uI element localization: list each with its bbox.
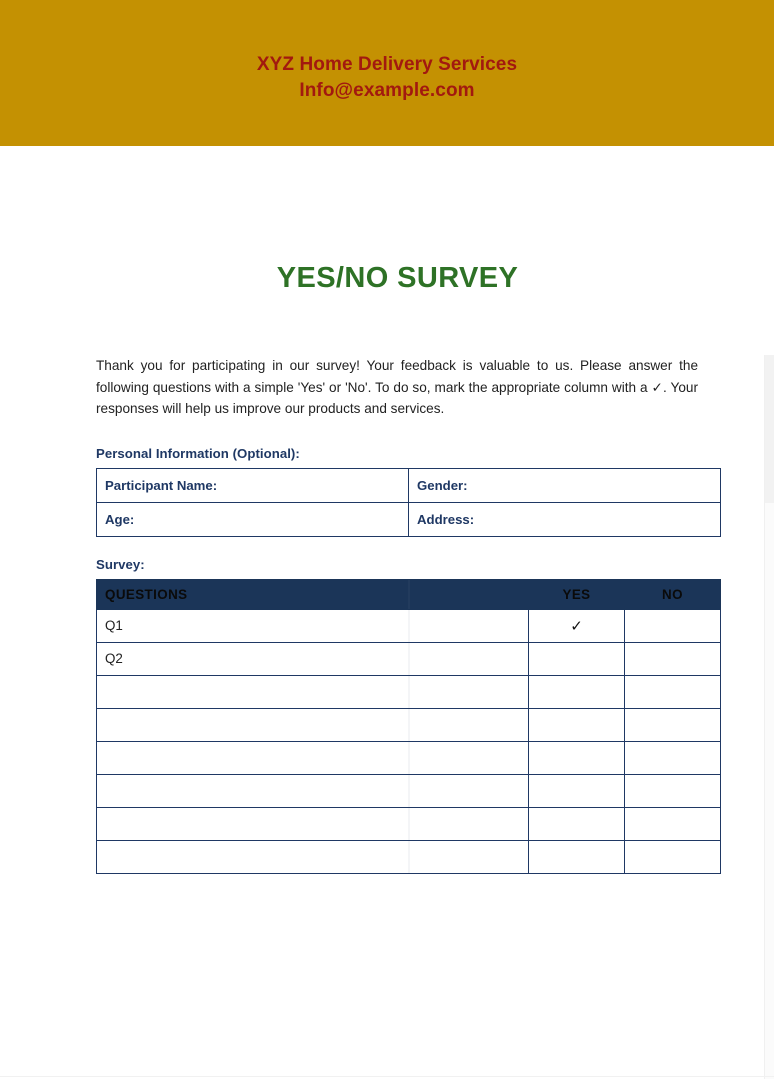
- table-row: [97, 807, 721, 840]
- question-cell[interactable]: [97, 774, 529, 807]
- column-header-yes: YES: [529, 579, 625, 609]
- question-cell[interactable]: [97, 840, 529, 873]
- survey-table: [96, 579, 721, 874]
- table-row: [97, 708, 721, 741]
- table-row: [97, 609, 721, 642]
- yes-checkbox-cell[interactable]: [529, 807, 625, 840]
- column-header-questions: QUESTIONS: [97, 579, 529, 609]
- page-title: YES/NO SURVEY: [276, 262, 519, 294]
- company-email: Info@example.com: [299, 80, 475, 101]
- table-row: [97, 675, 721, 708]
- question-cell[interactable]: [97, 675, 529, 708]
- yes-checkbox-cell[interactable]: [529, 708, 625, 741]
- table-row: [97, 502, 721, 536]
- question-cell[interactable]: [97, 741, 529, 774]
- yes-checkbox-cell[interactable]: [529, 675, 625, 708]
- table-row: [97, 840, 721, 873]
- age-cell[interactable]: Age:: [97, 502, 409, 536]
- no-checkbox-cell[interactable]: [625, 774, 721, 807]
- question-cell[interactable]: [97, 708, 529, 741]
- no-checkbox-cell[interactable]: [625, 642, 721, 675]
- table-row: [97, 642, 721, 675]
- table-row: [97, 741, 721, 774]
- no-checkbox-cell[interactable]: [625, 840, 721, 873]
- question-cell[interactable]: [97, 807, 529, 840]
- yes-checkbox-cell[interactable]: [529, 774, 625, 807]
- personal-information-table: [96, 468, 721, 537]
- address-cell[interactable]: Address:: [409, 502, 721, 536]
- personal-information-label: Personal Information (Optional):: [96, 445, 300, 461]
- page-bottom-divider: [0, 1076, 774, 1077]
- yes-checkbox-cell[interactable]: [529, 642, 625, 675]
- vertical-scrollbar[interactable]: [764, 355, 774, 1079]
- letterhead-banner: [0, 0, 774, 146]
- participant-name-cell[interactable]: Participant Name:: [97, 468, 409, 502]
- column-header-no: NO: [625, 579, 721, 609]
- document-body: [0, 146, 774, 874]
- survey-label: Survey:: [96, 556, 145, 572]
- no-checkbox-cell[interactable]: [625, 741, 721, 774]
- yes-checkbox-cell[interactable]: [529, 840, 625, 873]
- company-name: XYZ Home Delivery Services: [256, 54, 518, 75]
- table-row: [97, 468, 721, 502]
- intro-paragraph: Thank you for participating in our survey! Your feedback is valuable to us. Please answer the following questions with a simple 'Yes' or 'No'. To do so, mark the appropriate column with a ✓. Your responses will help us improve our products and services.: [96, 358, 698, 416]
- yes-checkbox-cell[interactable]: ✓: [529, 609, 625, 642]
- survey-table-header-row: [97, 579, 721, 609]
- table-row: [97, 774, 721, 807]
- scrollbar-thumb[interactable]: [765, 355, 774, 503]
- no-checkbox-cell[interactable]: [625, 708, 721, 741]
- question-cell[interactable]: Q2: [97, 642, 529, 675]
- yes-checkbox-cell[interactable]: [529, 741, 625, 774]
- gender-cell[interactable]: Gender:: [409, 468, 721, 502]
- no-checkbox-cell[interactable]: [625, 807, 721, 840]
- no-checkbox-cell[interactable]: [625, 609, 721, 642]
- no-checkbox-cell[interactable]: [625, 675, 721, 708]
- question-cell[interactable]: Q1: [97, 609, 529, 642]
